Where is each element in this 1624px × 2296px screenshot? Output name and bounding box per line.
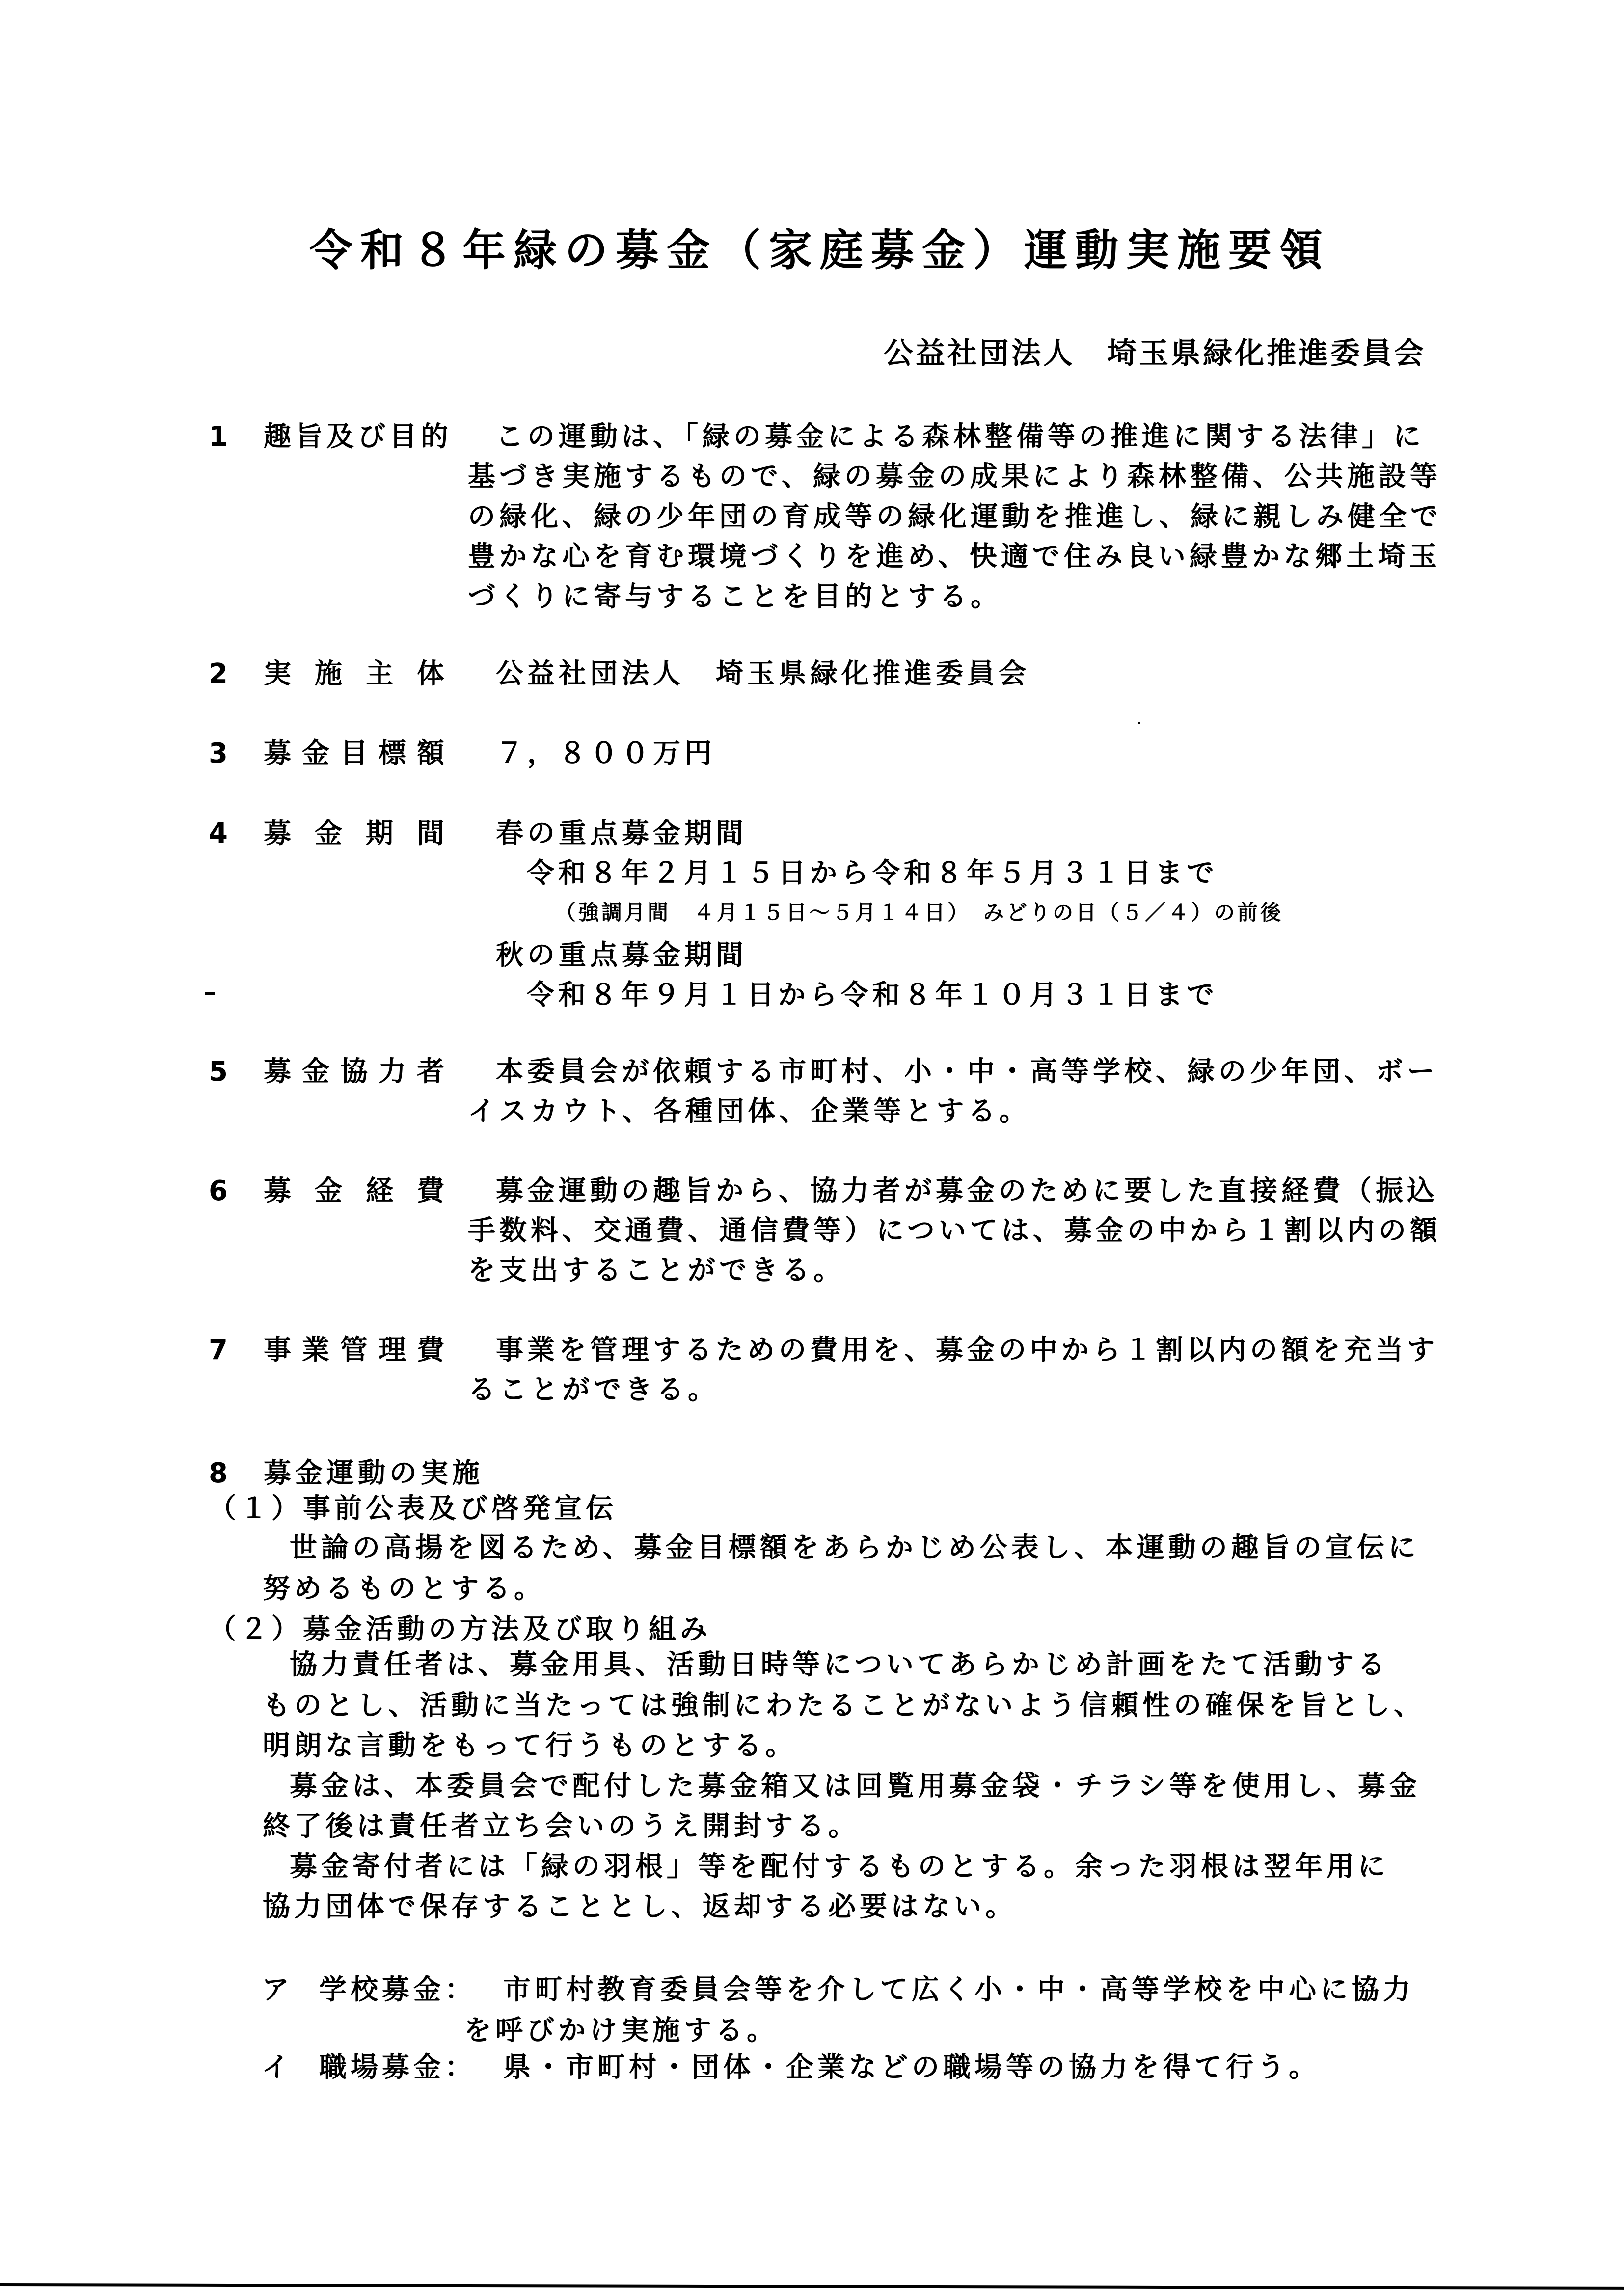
item-i-marker: イ [262, 2051, 293, 2083]
section-4-autumn-period-dates: 令和８年９月１日から令和８年１０月３１日まで [527, 979, 1218, 1011]
section-8-sub-2-heading: （２）募金活動の方法及び取り組み [209, 1613, 711, 1645]
section-8-sub-2-paragraph-1-line-1: 協力責任者は、募金用具、活動日時等についてあらかじめ計画をたて活動する [290, 1649, 1389, 1681]
item-i-label: 職場募金： [319, 2051, 476, 2083]
item-a-label: 学校募金： [319, 1974, 476, 2006]
section-2-value: 公益社団法人 埼玉県緑化推進委員会 [496, 658, 1030, 690]
section-8-heading: 募金運動の実施 [264, 1457, 484, 1489]
section-7-heading-row [0, 1334, 1624, 1372]
scan-artifact-speck [1138, 722, 1140, 724]
section-7-label: 事業管理費 [264, 1334, 455, 1366]
section-8-sub-2-paragraph-1-line-2: ものとし、活動に当たっては強制にわたることがないよう信頼性の確保を旨とし、 [263, 1690, 1425, 1722]
section-8-number: 8 [209, 1457, 232, 1489]
section-4-label: 募金期間 [264, 818, 468, 849]
section-6-heading-row [0, 1177, 1624, 1213]
section-6-text-line-1: 募金運動の趣旨から、協力者が募金のために要した直接経費（振込 [496, 1175, 1438, 1207]
section-1-text-line-5: づくりに寄与することを目的とする。 [468, 581, 1002, 613]
section-4-spring-period-dates: 令和８年２月１５日から令和８年５月３１日まで [527, 857, 1218, 889]
section-3-heading-row [0, 740, 1624, 775]
section-8-sub-2-paragraph-3-line-2: 協力団体で保存することとし、返却する必要はない。 [263, 1891, 1017, 1923]
section-4-autumn-period-title: 秋の重点募金期間 [496, 939, 747, 971]
section-1-heading-row [0, 423, 1624, 459]
section-1-text-line-4: 豊かな心を育む環境づくりを進め、快適で住み良い緑豊かな郷土埼玉 [468, 541, 1441, 573]
section-1-text-line-1: この運動は、「緑の募金による森林整備等の推進に関する法律」に [496, 421, 1425, 453]
section-4-spring-period-title: 春の重点募金期間 [496, 818, 747, 849]
section-1-text-line-2: 基づき実施するもので、緑の募金の成果により森林整備、公共施設等 [468, 461, 1441, 492]
section-5-text-line-2: イスカウト、各種団体、企業等とする。 [468, 1095, 1031, 1127]
section-2-heading-row [0, 660, 1624, 696]
item-a-marker: ア [262, 1974, 293, 2006]
section-8-sub-2-paragraph-3-line-1: 募金寄付者には「緑の羽根」等を配付するものとする。余った羽根は翌年用に [290, 1851, 1389, 1883]
scan-artifact-dash [205, 992, 215, 995]
item-a-text-line-1: 市町村教育委員会等を介して広く小・中・高等学校を中心に協力 [503, 1974, 1414, 2006]
item-a-row [0, 1976, 1624, 2012]
section-2-number: 2 [209, 658, 232, 690]
section-3-value: ７，８００万円 [496, 738, 716, 769]
section-8-heading-row [0, 1457, 1624, 1495]
section-8-sub-2-paragraph-2-line-1: 募金は、本委員会で配付した募金箱又は回覧用募金袋・チラシ等を使用し、募金 [290, 1770, 1421, 1802]
section-8-sub-2-paragraph-2-line-2: 終了後は責任者立ち会いのうえ開封する。 [263, 1810, 860, 1842]
section-7-number: 7 [209, 1334, 232, 1366]
section-1-number: 1 [209, 421, 232, 453]
section-8-sub-1-text-line-2: 努めるものとする。 [263, 1573, 545, 1605]
section-7-text-line-1: 事業を管理するための費用を、募金の中から１割以内の額を充当す [496, 1334, 1438, 1366]
document-title: 令和８年緑の募金（家庭募金）運動実施要領 [309, 225, 1331, 275]
item-i-text-line-1: 県・市町村・団体・企業などの職場等の協力を得て行う。 [503, 2051, 1320, 2083]
section-6-number: 6 [209, 1175, 232, 1207]
section-4-heading-row [0, 820, 1624, 855]
section-2-label: 実施主体 [264, 658, 468, 690]
section-8-sub-1-heading: （１）事前公表及び啓発宣伝 [209, 1493, 617, 1525]
section-5-heading-row [0, 1058, 1624, 1093]
section-3-number: 3 [209, 738, 232, 769]
section-3-label: 募金目標額 [264, 738, 455, 769]
section-5-text-line-1: 本委員会が依頼する市町村、小・中・高等学校、緑の少年団、ボー [496, 1056, 1438, 1088]
section-5-label: 募金協力者 [264, 1056, 455, 1088]
section-1-label: 趣旨及び目的 [264, 421, 452, 453]
section-8-sub-2-paragraph-1-line-3: 明朗な言動をもって行うものとする。 [263, 1730, 797, 1762]
section-4-number: 4 [209, 818, 232, 849]
section-6-text-line-2: 手数料、交通費、通信費等）については、募金の中から１割以内の額 [468, 1215, 1441, 1247]
item-i-row [0, 2051, 1624, 2089]
section-6-text-line-3: を支出することができる。 [468, 1255, 845, 1286]
section-1-text-line-3: の緑化、緑の少年団の育成等の緑化運動を推進し、緑に親しみ健全で [468, 501, 1442, 533]
section-7-text-line-2: ることができる。 [468, 1374, 719, 1406]
section-5-number: 5 [209, 1056, 232, 1088]
item-a-text-line-2: を呼びかけ実施する。 [464, 2015, 778, 2047]
section-6-label: 募金経費 [264, 1175, 468, 1207]
scan-edge-line [0, 2283, 1624, 2290]
section-8-sub-1-text-line-1: 世論の高揚を図るため、募金目標額をあらかじめ公表し、本運動の趣旨の宣伝に [290, 1532, 1420, 1564]
issuer-name: 公益社団法人 埼玉県緑化推進委員会 [884, 336, 1426, 371]
section-4-emphasis-month-note: （強調月間 ４月１５日～５月１４日） みどりの日（５／４）の前後 [555, 901, 1284, 925]
